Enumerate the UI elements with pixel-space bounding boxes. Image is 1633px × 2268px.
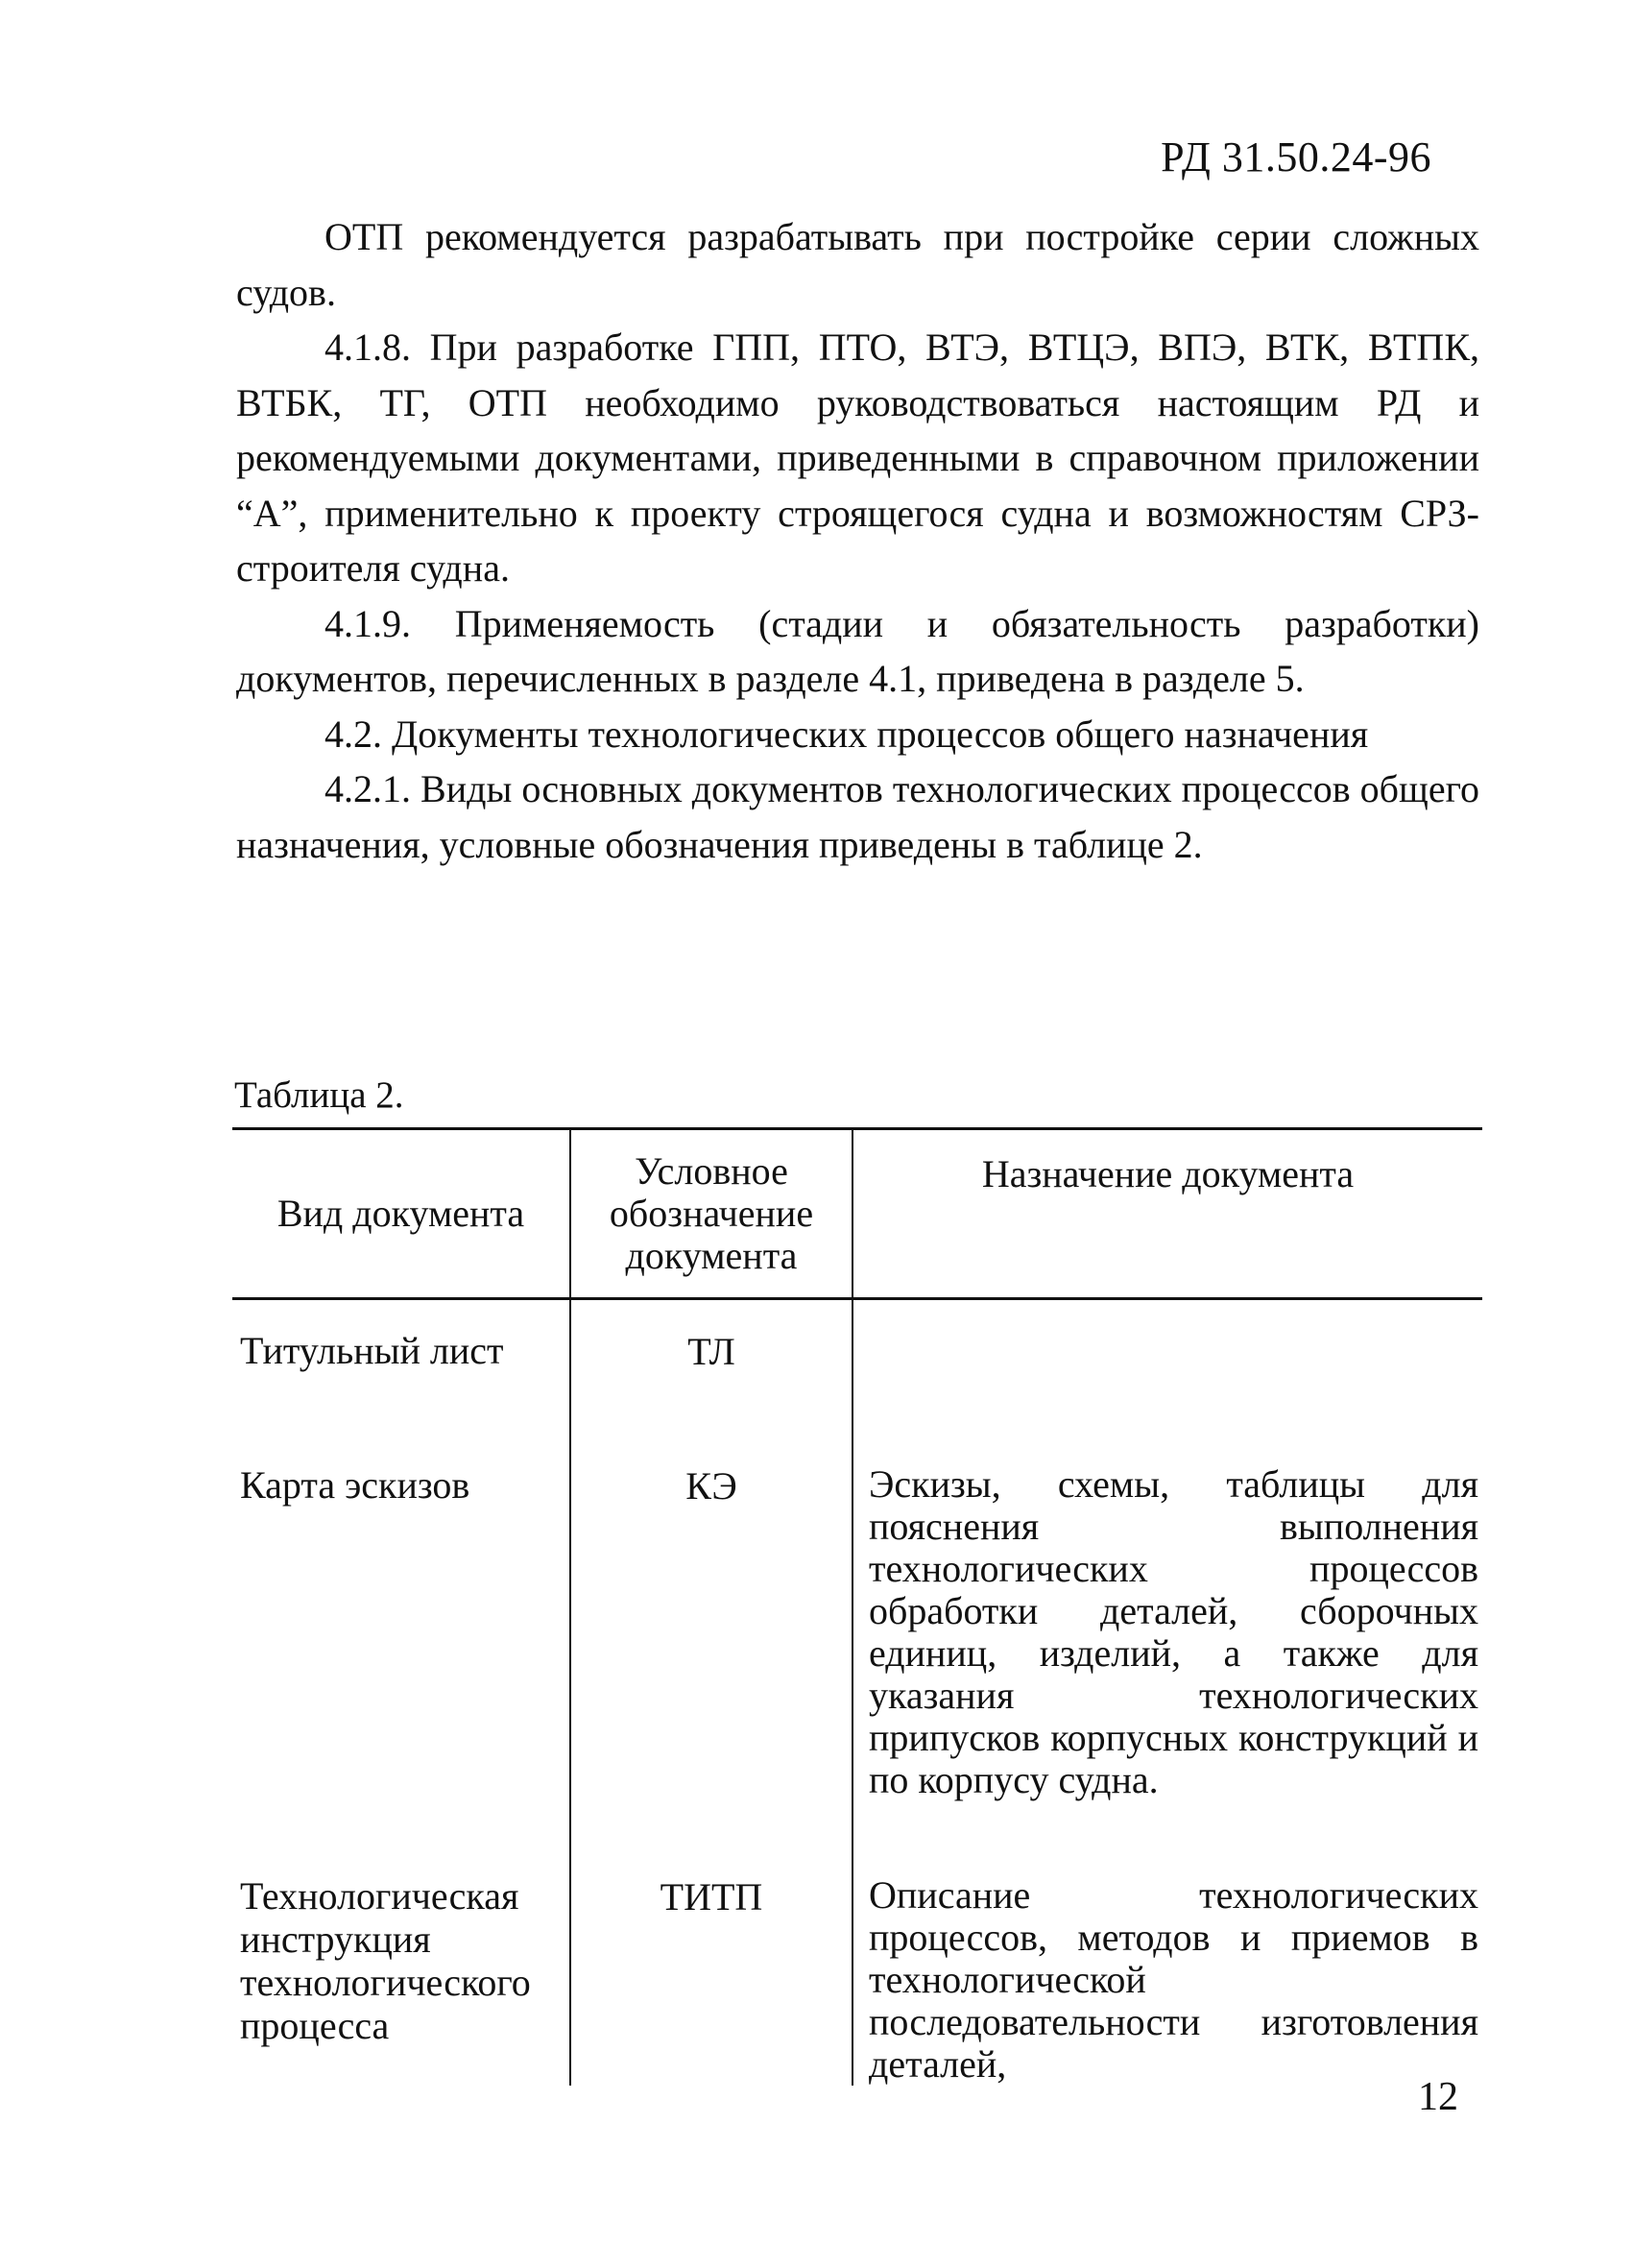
cell-kind: Титульный лист	[232, 1299, 570, 1455]
cell-kind: Технологическая инструкция технологического процесса	[232, 1867, 570, 2086]
cell-code: КЭ	[570, 1454, 853, 1867]
table-row	[232, 1867, 1482, 2086]
header-purpose: Назначение документа	[853, 1129, 1482, 1299]
documents-table	[232, 1127, 1482, 2086]
section-heading-4-2: 4.2. Документы технологических процессов общего назначения	[324, 712, 1369, 756]
paragraph-4-1-8: 4.1.8. При разработке ГПП, ПТО, ВТЭ, ВТЦЭ, ВПЭ, ВТК, ВТПК, ВТБК, ТГ, ОТП необходимо руководствоваться настоящим РД и рекомендуемыми документами, приведенными в справочном приложении “А”, применительно к проекту строящегося судна и возможностям СРЗ-строителя судна.	[236, 326, 1479, 590]
table-caption: Таблица 2.	[234, 1074, 404, 1116]
body-text	[236, 209, 1479, 872]
document-code: РД 31.50.24-96	[1161, 133, 1431, 181]
table-row	[232, 1299, 1482, 1455]
paragraph-4-2-1: 4.2.1. Виды основных документов технологических процессов общего назначения, условные обозначения приведены в таблице 2.	[236, 767, 1479, 866]
header-code: Условное обозначение документа	[570, 1129, 853, 1299]
cell-purpose	[853, 1299, 1482, 1455]
cell-code: ТЛ	[570, 1299, 853, 1455]
page-number: 12	[1418, 2075, 1458, 2119]
header-kind: Вид документа	[232, 1129, 570, 1299]
table-row	[232, 1454, 1482, 1867]
cell-kind: Карта эскизов	[232, 1454, 570, 1867]
paragraph: ОТП рекомендуется разрабатывать при постройке серии сложных судов.	[236, 215, 1479, 314]
cell-purpose: Эскизы, схемы, таблицы для пояснения выполнения технологических процессов обработки деталей, сборочных единиц, изделий, а также для указания технологических припусков корпусных конструкций и по корпусу судна.	[869, 1462, 1478, 1801]
cell-purpose: Описание технологических процессов, методов и приемов в технологической последовательности изготовления деталей,	[869, 1873, 1478, 2086]
paragraph-4-1-9: 4.1.9. Применяемость (стадии и обязательность разработки) документов, перечисленных в разделе 4.1, приведена в разделе 5.	[236, 601, 1479, 700]
table-header-row	[232, 1129, 1482, 1299]
cell-code: ТИТП	[570, 1867, 853, 2086]
